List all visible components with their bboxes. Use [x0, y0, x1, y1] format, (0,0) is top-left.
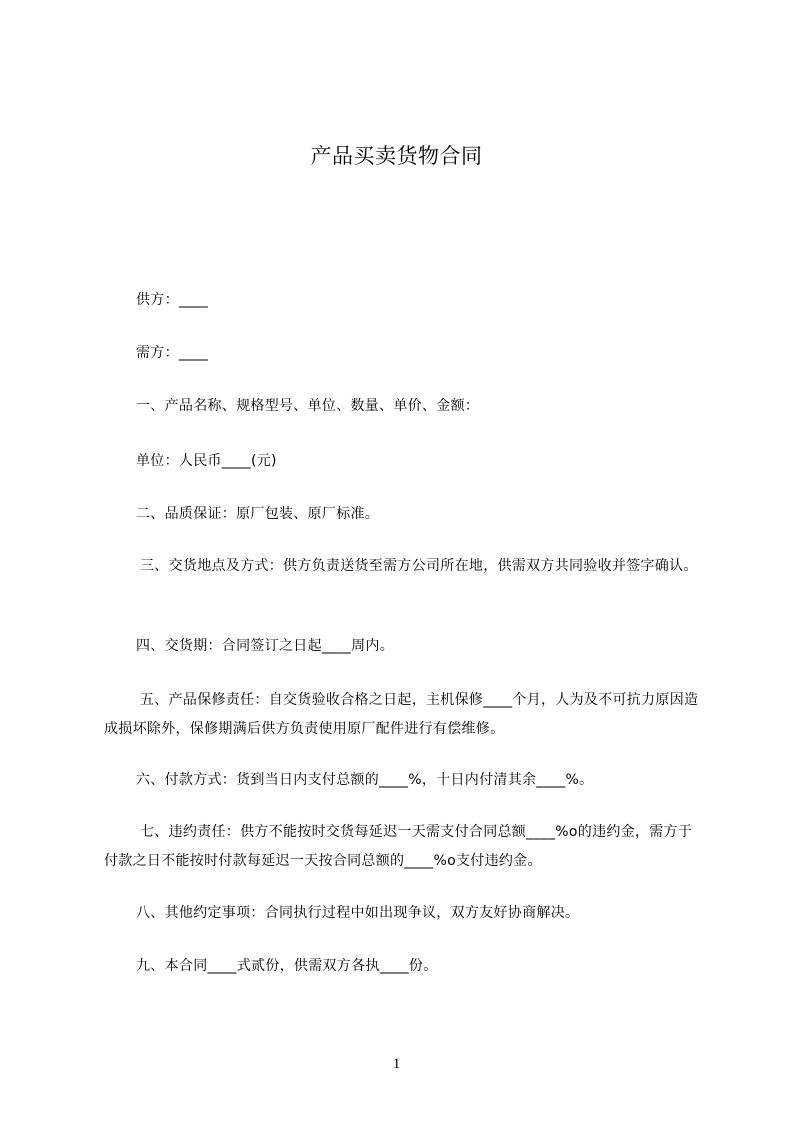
clause-3-delivery-location: 三、交货地点及方式：供方负责送货至需方公司所在地，供需双方共同验收并签字确认。	[140, 558, 698, 574]
clause-6-payment: 六、付款方式：货到当日内支付总额的____%，十日内付清其余____%。	[136, 772, 594, 788]
clause-2-quality: 二、品质保证：原厂包装、原厂标准。	[136, 506, 380, 522]
clause-4-delivery-time: 四、交货期：合同签订之日起____周内。	[136, 638, 394, 654]
clause-9-copies: 九、本合同____式贰份，供需双方各执____份。	[136, 958, 438, 974]
clause-8-other-terms: 八、其他约定事项：合同执行过程中如出现争议，双方友好协商解决。	[136, 905, 580, 921]
clause-1-product-info: 一、产品名称、规格型号、单位、数量、单价、金额：	[136, 398, 480, 414]
document-title: 产品买卖货物合同	[310, 144, 483, 168]
clause-5-warranty: 五、产品保修责任：自交货验收合格之日起，主机保修____个月，人为及不可抗力原因造成损坏除外，保修期满后供方负责使用原厂配件进行有偿维修。	[104, 692, 699, 737]
page-number: 1	[392, 1056, 401, 1072]
buyer-line: 需方：____	[136, 345, 209, 361]
supplier-line: 供方：____	[136, 292, 209, 308]
currency-unit-line: 单位：人民币____(元)	[136, 453, 277, 469]
clause-7-breach-liability: 七、违约责任：供方不能按时交货每延迟一天需支付合同总额____%o的违约金，需方于付款之日不能按时付款每延迟一天按合同总额的____%o支付违约金。	[104, 824, 693, 869]
